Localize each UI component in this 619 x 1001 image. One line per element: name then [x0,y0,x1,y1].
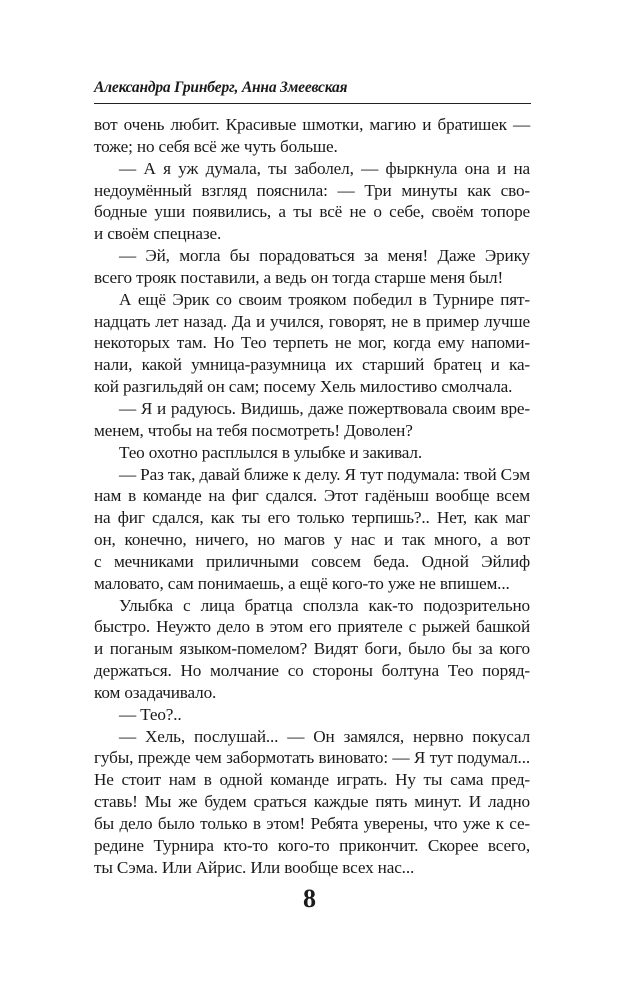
text-line: и поганым языком-помелом? Видят боги, было бы за кого [94,639,530,659]
text-line: и своём спецназе. [94,224,222,244]
text-line: — Я и радуюсь. Видишь, даже пожертвовала своим вре- [119,398,530,418]
text-line: ставь! Мы же будем сраться каждые пять минут. И ладно [94,792,530,812]
text-line: тоже; но себя всё же чуть больше. [94,136,338,156]
text-line: — А я уж думала, ты заболел, — фыркнула она и на [119,158,530,178]
text-line: А ещё Эрик со своим трояком победил в Турнире пят- [119,289,530,309]
text-line: бодные уши появились, а ты всё не о себе, своём топоре [94,202,530,222]
text-line: некоторых там. Но Тео терпеть не мог, когда ему напоми- [94,333,530,353]
text-line: кой разгильдяй он сам; посему Хель милостиво смолчала. [94,377,513,397]
text-line: надцать лет назад. Да и учился, говорят, не в пример лучше [94,311,530,331]
page-number: 8 [303,884,316,913]
text-line: маловато, сам понимаешь, а ещё кого-то уже не впишем... [94,573,510,593]
running-header: Александра Гринберг, Анна Змеевская [94,79,348,96]
text-line: он, конечно, ничего, но магов у нас и так много, а вот [94,530,530,550]
text-line: — Эй, могла бы порадоваться за меня! Даже Эрику [119,246,530,266]
text-line: вот очень любит. Красивые шмотки, магию и братишек — [94,115,530,134]
text-line: держаться. Но молчание со стороны болтуна Тео поряд- [94,661,530,681]
text-line: бы дело было только в этом! Ребята уверены, что уже к се- [94,814,530,833]
text-line: Улыбка с лица братца сползла как-то подозрительно [119,595,530,615]
text-line: Не стоит нам в одной команде играть. Ну ты сама пред- [94,770,530,790]
text-line: — Раз так, давай ближе к делу. Я тут подумала: твой Сэм [119,464,530,484]
text-line: недоумённый взгляд пояснила: — Три минуты как сво- [94,180,530,200]
text-line: менем, чтобы на тебя посмотреть! Доволен? [94,420,413,440]
text-line: нали, какой умница-разумница их старший братец и ка- [94,355,530,375]
text-line: ты Сэма. Или Айрис. Или вообще всех нас... [94,857,415,877]
body-text [94,114,530,879]
text-line: ком озадачивало. [94,682,217,702]
text-line: с мечниками приличными совсем беда. Одной Эйлиф [94,551,530,571]
text-line: на фиг сдался, как ты его только терпишь?.. Нет, как маг [94,508,530,528]
header-rule [94,103,531,104]
text-line: — Тео?.. [119,704,182,724]
text-line: губы, прежде чем забормотать виновато: — Я тут подумал... [94,748,530,768]
text-line: всего трояк поставили, а ведь он тогда старше меня был! [94,267,504,287]
text-line: — Хель, послушай... — Он замялся, нервно покусал [119,726,530,746]
text-line: Тео охотно расплылся в улыбке и закивал. [119,442,422,462]
text-line: нам в команде на фиг сдался. Этот гадёныш вообще всем [94,486,530,506]
text-line: быстро. Неужто дело в этом его приятеле с рыжей башкой [94,617,530,637]
text-line: редине Турнира кто-то кого-то прикончит. Скорее всего, [94,835,530,855]
